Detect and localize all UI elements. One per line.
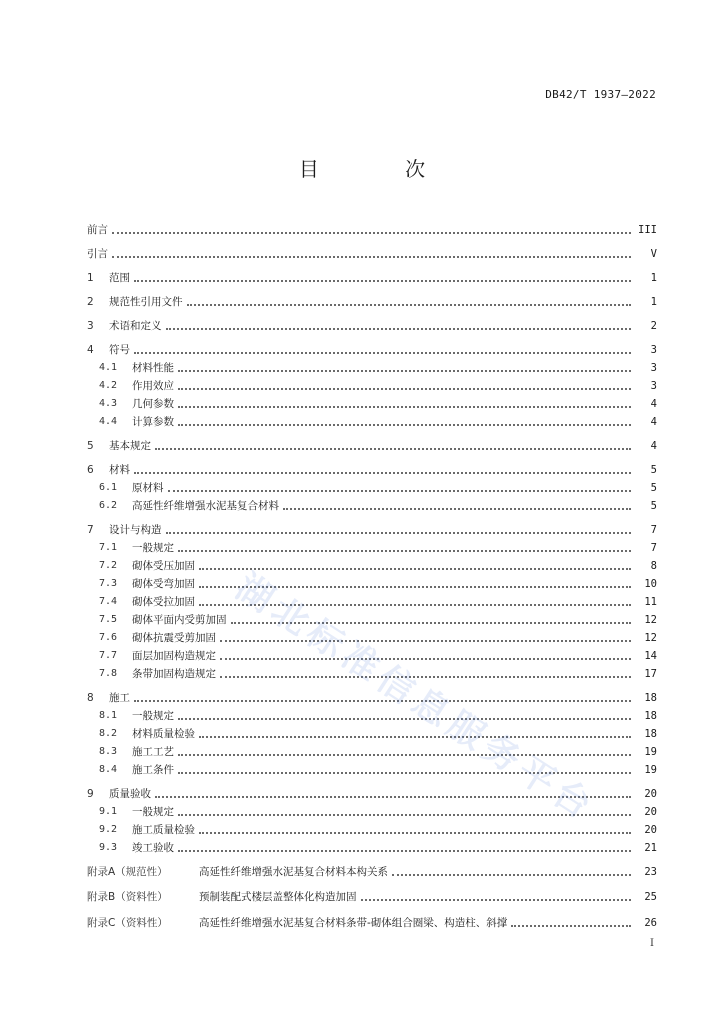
toc-entry-page: 12: [644, 614, 657, 626]
toc-entry-number: 7.2: [99, 560, 118, 571]
toc-entry-title: 计算参数: [132, 416, 174, 428]
toc-entry-title: 材料质量检验: [132, 728, 195, 740]
toc-entry[interactable]: [99, 477, 657, 495]
toc-entry-title: 一般规定: [132, 542, 174, 554]
toc-entry-title: 砌体抗震受剪加固: [132, 632, 216, 644]
toc-entry-number: 9.2: [99, 824, 118, 835]
toc-entry-title: 作用效应: [132, 380, 174, 392]
toc-entry-title: 符号: [109, 344, 130, 356]
toc-entry-number: 7.8: [99, 668, 118, 679]
toc-dot-leader: [134, 700, 631, 702]
toc-entry[interactable]: [87, 435, 657, 453]
toc-entry-title: 高延性纤维增强水泥基复合材料: [132, 500, 279, 512]
toc-entry-page: 18: [644, 728, 657, 740]
toc-entry-page: 10: [644, 578, 657, 590]
toc-dot-leader: [199, 736, 631, 738]
toc-entry[interactable]: [99, 411, 657, 429]
toc-entry[interactable]: [99, 555, 657, 573]
toc-entry-title: 面层加固构造规定: [132, 650, 216, 662]
toc-entry-title: 高延性纤维增强水泥基复合材料条带-砌体组合圈梁、构造柱、斜撑: [199, 917, 508, 929]
toc-entry-number: 2: [87, 296, 94, 308]
toc-entry[interactable]: [87, 267, 657, 285]
toc-entry-page: 5: [650, 464, 657, 476]
toc-entry-number: 8.4: [99, 764, 118, 775]
toc-entry[interactable]: [99, 609, 657, 627]
toc-entry[interactable]: [87, 243, 657, 261]
toc-entry-page: 25: [644, 891, 657, 903]
toc-entry-title: 规范性引用文件: [109, 296, 183, 308]
toc-entry-page: 7: [650, 524, 657, 536]
toc-entry-page: 20: [644, 824, 657, 836]
toc-entry-title: 高延性纤维增强水泥基复合材料本构关系: [199, 866, 388, 878]
toc-dot-leader: [178, 388, 631, 390]
toc-entry-page: 20: [644, 788, 657, 800]
toc-entry-page: 1: [650, 272, 657, 284]
toc-dot-leader: [112, 256, 631, 258]
toc-entry-title: 设计与构造: [109, 524, 162, 536]
toc-dot-leader: [511, 925, 631, 927]
toc-entry-number: 4.4: [99, 416, 118, 427]
toc-entry-title: 竣工验收: [132, 842, 174, 854]
standard-code: DB42/T 1937—2022: [545, 88, 656, 101]
toc-entry-title: 几何参数: [132, 398, 174, 410]
toc-entry-page: 3: [650, 380, 657, 392]
toc-dot-leader: [361, 899, 632, 901]
toc-entry[interactable]: [87, 219, 657, 237]
toc-entry[interactable]: [87, 783, 657, 801]
toc-entry-number: 8.1: [99, 710, 118, 721]
toc-entry-title: 前言: [87, 224, 108, 236]
toc-dot-leader: [112, 232, 631, 234]
toc-entry-page: 19: [644, 764, 657, 776]
toc-entry-number: 7.4: [99, 596, 118, 607]
toc-dot-leader: [166, 532, 632, 534]
toc-entry-title: 材料性能: [132, 362, 174, 374]
toc-dot-leader: [231, 622, 632, 624]
toc-dot-leader: [134, 472, 631, 474]
toc-entry-title: 条带加固构造规定: [132, 668, 216, 680]
toc-dot-leader: [178, 754, 631, 756]
toc-entry-title: 施工条件: [132, 764, 174, 776]
toc-entry-title: 砌体平面内受剪加固: [132, 614, 227, 626]
toc-entry-page: 26: [644, 917, 657, 929]
toc-entry[interactable]: [99, 759, 657, 777]
toc-entry-number: 7.5: [99, 614, 118, 625]
toc-entry-number: 6.2: [99, 500, 118, 511]
toc-dot-leader: [178, 772, 631, 774]
toc-entry[interactable]: [87, 687, 657, 705]
toc-entry-title: 预制装配式楼层盖整体化构造加固: [199, 891, 357, 903]
toc-entry-page: 17: [644, 668, 657, 680]
toc-entry-number: 附录B（资料性）: [87, 891, 168, 903]
toc-entry-title: 砌体受压加固: [132, 560, 195, 572]
toc-entry-title: 砌体受弯加固: [132, 578, 195, 590]
toc-entry[interactable]: [99, 837, 657, 855]
toc-dot-leader: [168, 490, 632, 492]
page-number: I: [650, 938, 654, 949]
toc-entry-page: 21: [644, 842, 657, 854]
toc-dot-leader: [220, 640, 631, 642]
toc-entry[interactable]: [87, 339, 657, 357]
toc-entry-page: 19: [644, 746, 657, 758]
toc-dot-leader: [155, 796, 631, 798]
toc-entry-page: 4: [650, 440, 657, 452]
toc-entry-title: 范围: [109, 272, 130, 284]
toc-entry-title: 施工质量检验: [132, 824, 195, 836]
toc-entry-page: 2: [650, 320, 657, 332]
toc-entry[interactable]: [99, 723, 657, 741]
toc-dot-leader: [134, 352, 631, 354]
toc-entry-page: 4: [650, 416, 657, 428]
toc-dot-leader: [178, 718, 631, 720]
toc-dot-leader: [187, 304, 632, 306]
toc-dot-leader: [199, 604, 631, 606]
toc-entry-page: V: [650, 248, 657, 260]
toc-entry-title: 术语和定义: [109, 320, 162, 332]
toc-dot-leader: [178, 550, 631, 552]
toc-entry-title: 材料: [109, 464, 130, 476]
toc-entry[interactable]: [99, 645, 657, 663]
toc-entry-number: 7.7: [99, 650, 118, 661]
toc-entry-number: 6: [87, 464, 94, 476]
toc-entry-number: 4.2: [99, 380, 118, 391]
toc-entry-number: 4.3: [99, 398, 118, 409]
toc-dot-leader: [155, 448, 631, 450]
toc-entry-page: 8: [650, 560, 657, 572]
toc-entry[interactable]: [87, 315, 657, 333]
toc-entry[interactable]: [99, 357, 657, 375]
toc-entry-page: 14: [644, 650, 657, 662]
toc-entry-number: 3: [87, 320, 94, 332]
toc-entry-number: 8.2: [99, 728, 118, 739]
toc-entry-page: 7: [650, 542, 657, 554]
page-title: 目 次: [298, 157, 466, 181]
toc-dot-leader: [283, 508, 631, 510]
toc-entry-page: 18: [644, 692, 657, 704]
toc-entry[interactable]: [99, 801, 657, 819]
toc-entry[interactable]: [99, 819, 657, 837]
toc-entry-number: 7.6: [99, 632, 118, 643]
toc-entry-page: 18: [644, 710, 657, 722]
toc-entry[interactable]: [87, 459, 657, 477]
toc-entry-number: 8: [87, 692, 94, 704]
toc-entry-number: 5: [87, 440, 94, 452]
toc-entry[interactable]: [87, 519, 657, 537]
toc-entry-page: 5: [650, 482, 657, 494]
toc-dot-leader: [178, 850, 631, 852]
toc-entry-number: 7: [87, 524, 94, 536]
toc-entry[interactable]: [99, 393, 657, 411]
toc-entry[interactable]: [99, 705, 657, 723]
toc-entry[interactable]: [99, 375, 657, 393]
toc-dot-leader: [199, 586, 631, 588]
toc-entry[interactable]: [99, 537, 657, 555]
toc-entry-number: 6.1: [99, 482, 118, 493]
toc-dot-leader: [199, 832, 631, 834]
toc-entry-number: 8.3: [99, 746, 118, 757]
toc-entry-number: 9.3: [99, 842, 118, 853]
toc-entry-number: 7.1: [99, 542, 118, 553]
toc-dot-leader: [220, 676, 631, 678]
toc-entry[interactable]: [99, 495, 657, 513]
toc-entry[interactable]: [87, 912, 657, 930]
toc-entry-number: 附录C（资料性）: [87, 917, 168, 929]
toc-entry-title: 砌体受拉加固: [132, 596, 195, 608]
toc-entry[interactable]: [87, 861, 657, 879]
toc-dot-leader: [220, 658, 631, 660]
toc-entry-page: 23: [644, 866, 657, 878]
toc-dot-leader: [392, 874, 631, 876]
toc-entry-page: 3: [650, 344, 657, 356]
toc-entry-number: 4: [87, 344, 94, 356]
toc-entry[interactable]: [99, 573, 657, 591]
toc-entry[interactable]: [99, 627, 657, 645]
toc-entry-number: 4.1: [99, 362, 118, 373]
toc-entry[interactable]: [99, 663, 657, 681]
toc-dot-leader: [178, 814, 631, 816]
toc-dot-leader: [166, 328, 632, 330]
toc-entry[interactable]: [87, 291, 657, 309]
toc-entry-title: 质量验收: [109, 788, 151, 800]
toc-entry-title: 一般规定: [132, 806, 174, 818]
toc-entry-page: 1: [650, 296, 657, 308]
toc-entry-page: 4: [650, 398, 657, 410]
toc-entry-number: 1: [87, 272, 94, 284]
toc-dot-leader: [134, 280, 631, 282]
toc-dot-leader: [178, 406, 631, 408]
toc-entry-page: III: [638, 224, 657, 236]
toc-entry-page: 5: [650, 500, 657, 512]
watermark: 湖北标准信息服务平台: [228, 566, 603, 830]
toc-entry-number: 附录A（规范性）: [87, 866, 168, 878]
toc-entry-title: 引言: [87, 248, 108, 260]
toc-entry-title: 施工: [109, 692, 130, 704]
toc-entry-page: 3: [650, 362, 657, 374]
toc-entry-number: 7.3: [99, 578, 118, 589]
toc-entry-title: 原材料: [132, 482, 164, 494]
toc-entry-number: 9: [87, 788, 94, 800]
toc-entry[interactable]: [99, 741, 657, 759]
toc-entry[interactable]: [87, 886, 657, 904]
toc-entry-title: 施工工艺: [132, 746, 174, 758]
toc-dot-leader: [178, 424, 631, 426]
toc-entry-title: 一般规定: [132, 710, 174, 722]
toc-entry-title: 基本规定: [109, 440, 151, 452]
toc-dot-leader: [178, 370, 631, 372]
toc-entry-page: 20: [644, 806, 657, 818]
toc-dot-leader: [199, 568, 631, 570]
toc-entry-page: 11: [644, 596, 657, 608]
toc-entry[interactable]: [99, 591, 657, 609]
toc-entry-number: 9.1: [99, 806, 118, 817]
toc-entry-page: 12: [644, 632, 657, 644]
